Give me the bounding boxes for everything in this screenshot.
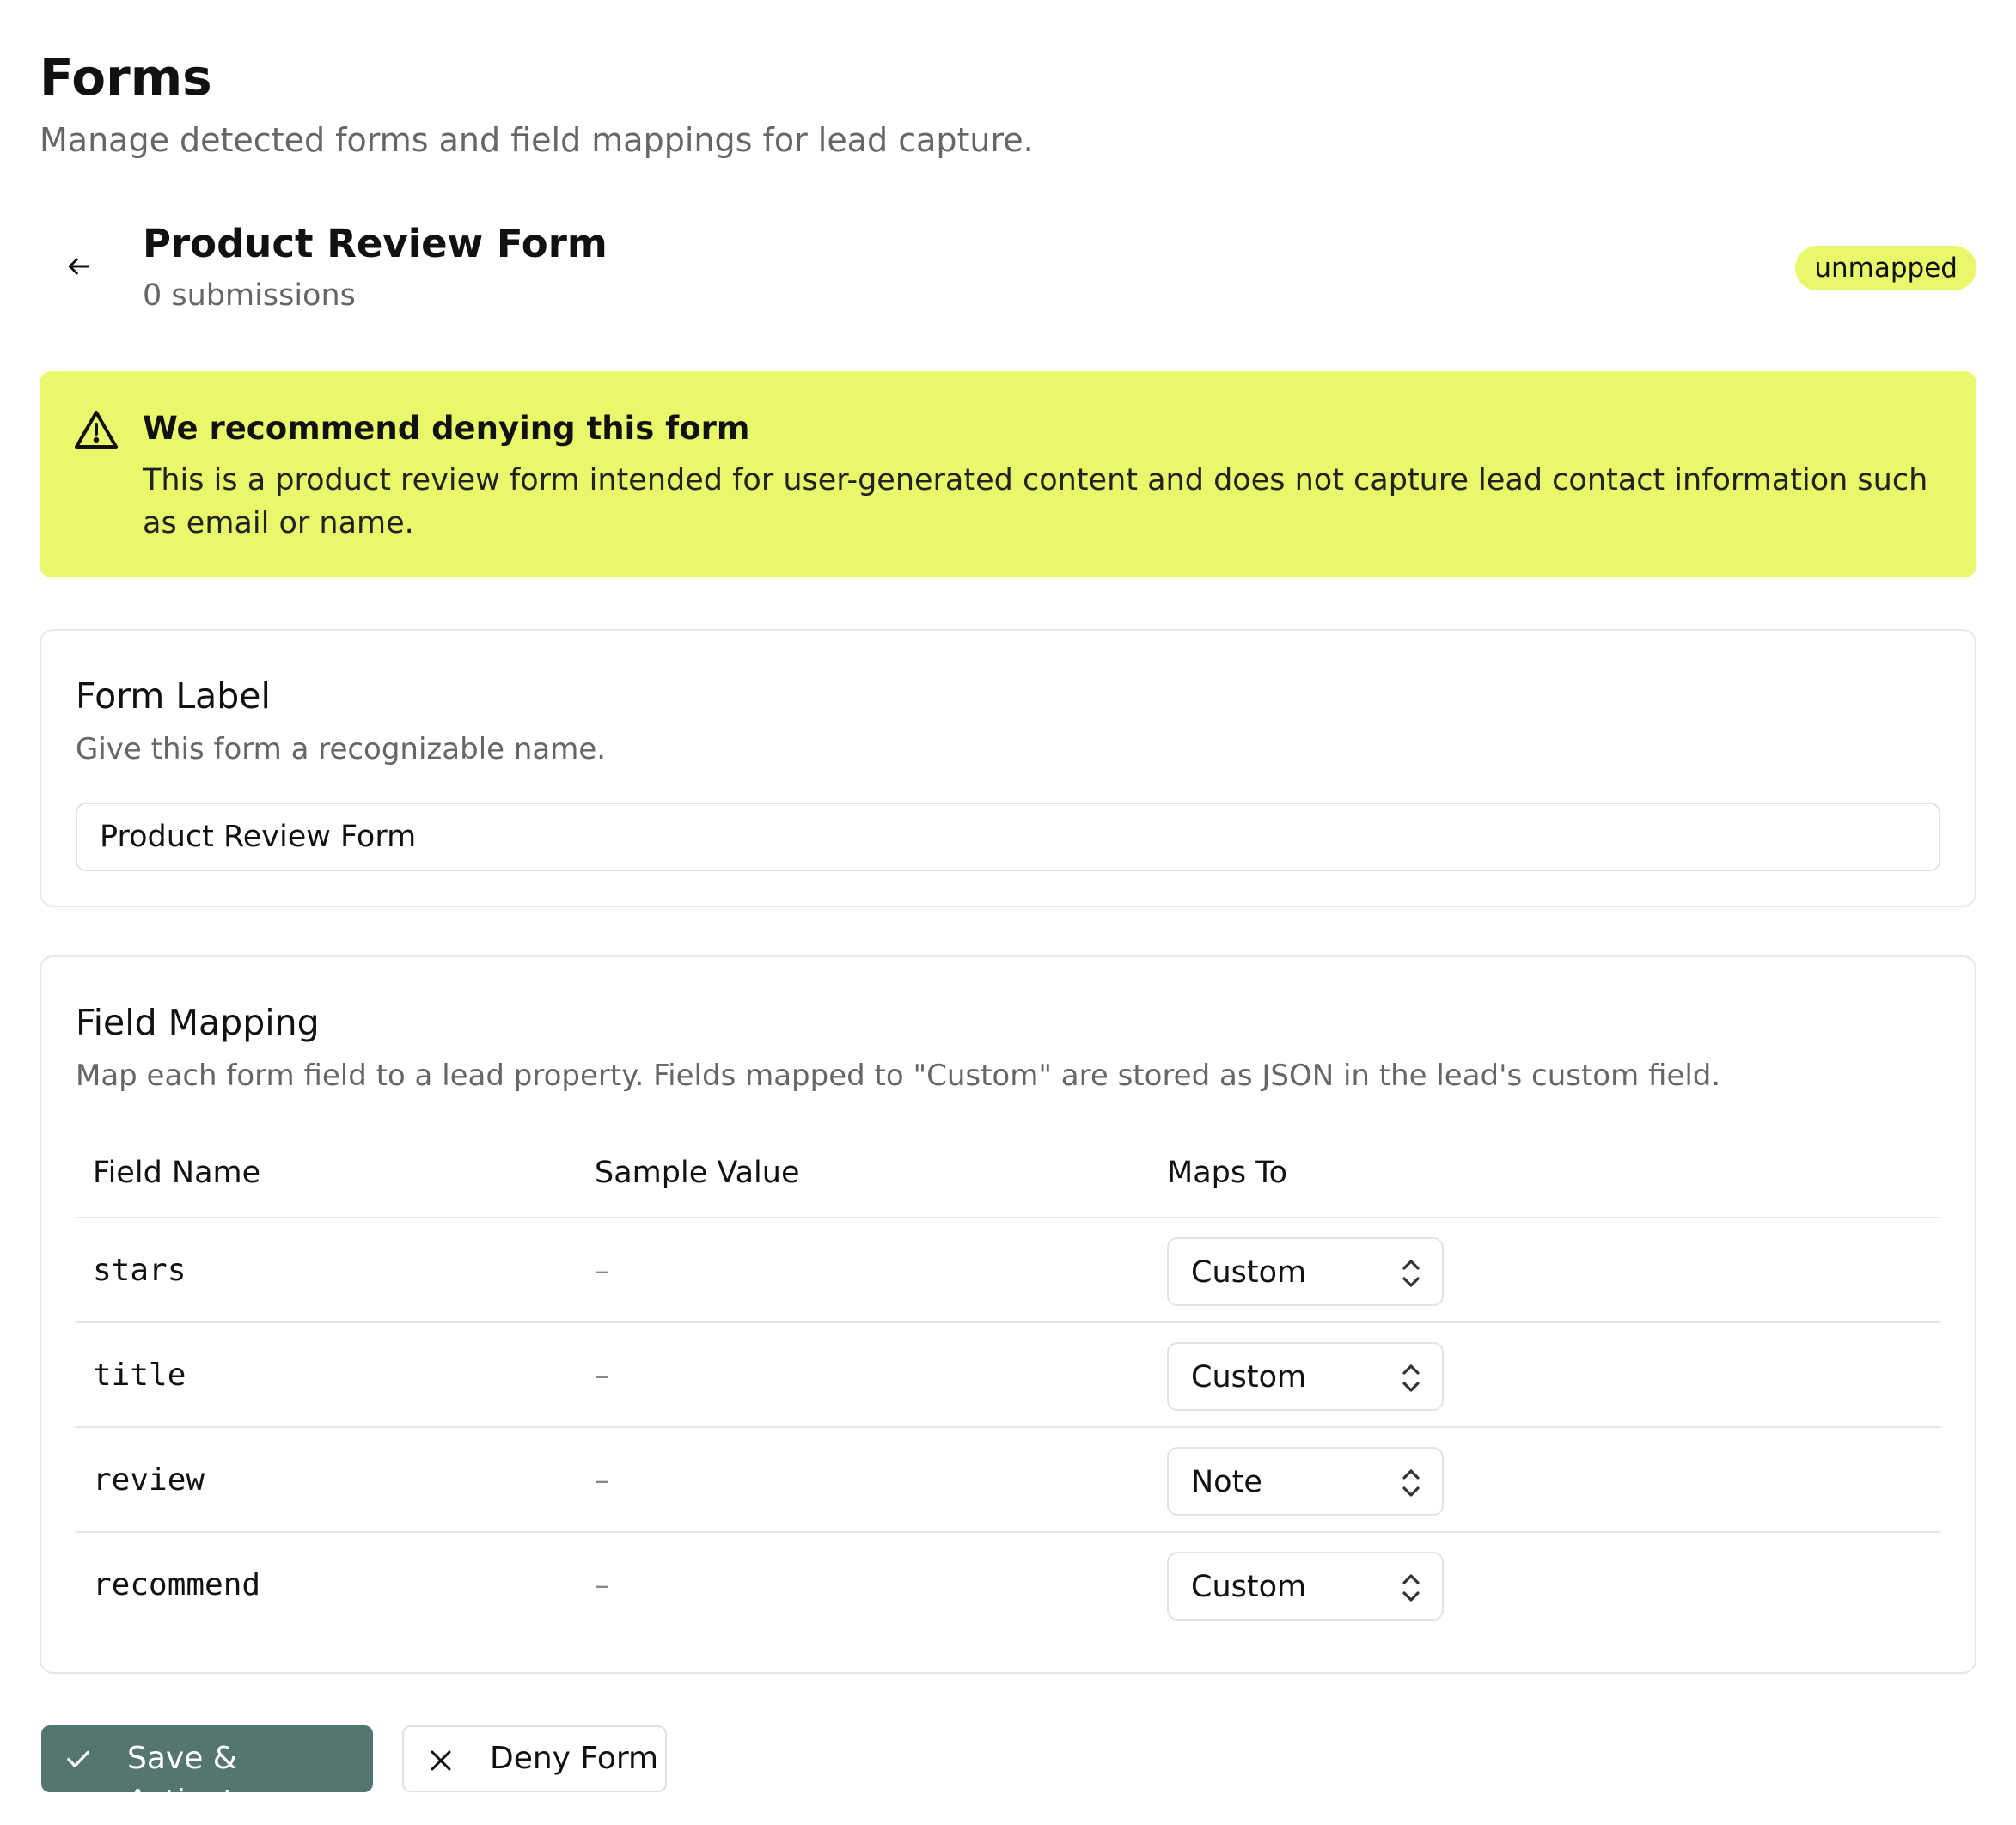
save-activate-label: Save & Activate bbox=[127, 1741, 254, 1819]
maps-to-value: Custom bbox=[1191, 1360, 1307, 1395]
column-header-sample-value: Sample Value bbox=[595, 1156, 800, 1190]
page-subtitle: Manage detected forms and field mappings for lead capture. bbox=[40, 121, 1034, 159]
chevron-up-down-icon bbox=[1401, 1363, 1421, 1394]
chevron-up-down-icon bbox=[1401, 1468, 1421, 1498]
recommendation-alert bbox=[40, 371, 1976, 577]
maps-to-select[interactable] bbox=[1167, 1342, 1444, 1411]
sample-value: – bbox=[595, 1463, 609, 1498]
field-mapping-description: Map each form field to a lead property. Fields mapped to "Custom" are stored as JSON in the lead's custom field. bbox=[76, 1059, 1721, 1093]
alert-title: We recommend denying this form bbox=[143, 410, 750, 447]
form-label-description: Give this form a recognizable name. bbox=[76, 732, 607, 766]
deny-form-button[interactable] bbox=[402, 1725, 667, 1792]
table-header bbox=[76, 1129, 1940, 1218]
column-header-field-name: Field Name bbox=[93, 1156, 261, 1190]
form-label-title: Form Label bbox=[76, 675, 271, 717]
field-mapping-table bbox=[76, 1129, 1940, 1638]
maps-to-value: Note bbox=[1191, 1465, 1262, 1499]
form-header bbox=[40, 215, 1976, 327]
submission-count: 0 submissions bbox=[143, 278, 356, 313]
field-name: title bbox=[93, 1358, 186, 1393]
check-icon bbox=[65, 1746, 91, 1772]
page-header bbox=[40, 46, 1034, 160]
arrow-left-icon bbox=[65, 253, 93, 280]
table-row bbox=[76, 1428, 1940, 1533]
field-name: review bbox=[93, 1462, 205, 1498]
form-title: Product Review Form bbox=[143, 221, 608, 266]
table-row bbox=[76, 1533, 1940, 1638]
column-header-maps-to: Maps To bbox=[1167, 1156, 1288, 1190]
save-activate-button[interactable] bbox=[41, 1725, 373, 1819]
close-icon bbox=[428, 1748, 454, 1773]
maps-to-select[interactable] bbox=[1167, 1552, 1444, 1621]
maps-to-select[interactable] bbox=[1167, 1237, 1444, 1306]
form-label-card bbox=[40, 629, 1976, 907]
chevron-up-down-icon bbox=[1401, 1572, 1421, 1603]
maps-to-value: Custom bbox=[1191, 1570, 1307, 1604]
maps-to-select[interactable] bbox=[1167, 1447, 1444, 1516]
field-name: recommend bbox=[93, 1567, 261, 1602]
field-mapping-card bbox=[40, 955, 1976, 1674]
back-button[interactable] bbox=[60, 247, 98, 285]
form-label-input[interactable] bbox=[76, 803, 1940, 871]
field-name: stars bbox=[93, 1253, 186, 1288]
page-title: Forms bbox=[40, 48, 212, 107]
alert-body: This is a product review form intended for user-generated content and does not capture lead contact information such as email or name. bbox=[143, 463, 1928, 540]
deny-form-label: Deny Form bbox=[490, 1741, 659, 1776]
sample-value: – bbox=[595, 1254, 609, 1288]
table-row bbox=[76, 1218, 1940, 1323]
maps-to-value: Custom bbox=[1191, 1255, 1307, 1290]
table-row bbox=[76, 1323, 1940, 1428]
chevron-up-down-icon bbox=[1401, 1258, 1421, 1289]
warning-triangle-icon bbox=[74, 409, 119, 450]
sample-value: – bbox=[595, 1358, 609, 1393]
sample-value: – bbox=[595, 1568, 609, 1602]
field-mapping-title: Field Mapping bbox=[76, 1002, 320, 1043]
status-badge: unmapped bbox=[1795, 246, 1976, 290]
